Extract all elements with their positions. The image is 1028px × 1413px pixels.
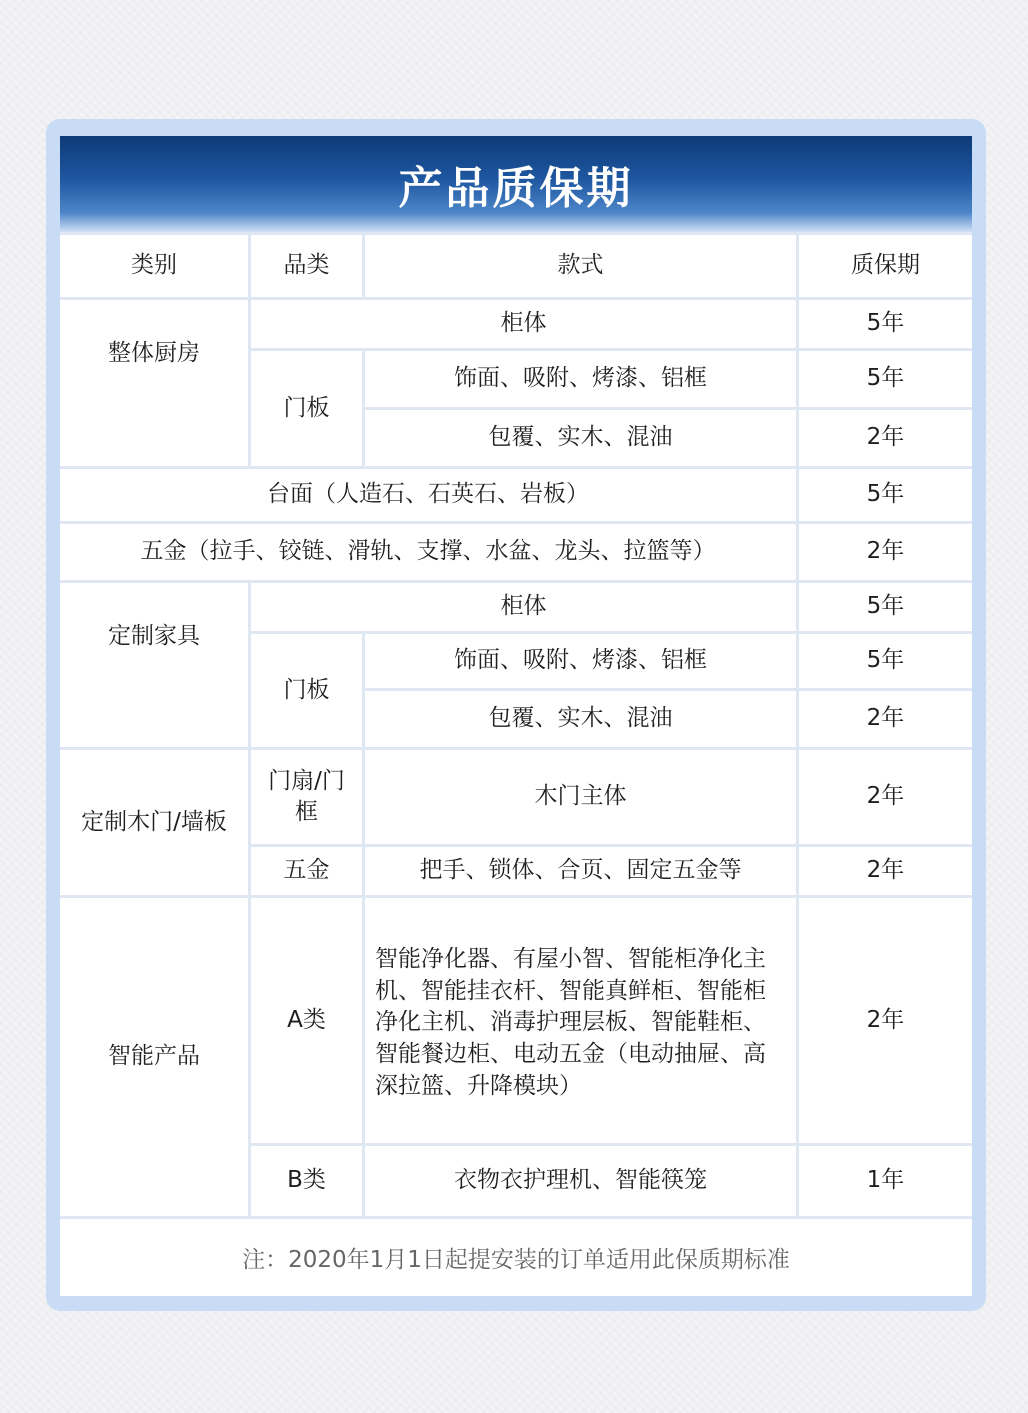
- furniture-cabinet-style: 柜体: [500, 593, 547, 620]
- furniture-door-style-2: 包覆、实木、混油: [488, 705, 673, 732]
- kitchen-door-warranty-1: 5年: [866, 365, 905, 392]
- furniture-door-warranty-1: 5年: [866, 647, 905, 674]
- countertop-warranty: 5年: [866, 481, 905, 508]
- furniture-cabinet-warranty: 5年: [866, 593, 905, 620]
- kitchen-door-style-2: 包覆、实木、混油: [488, 424, 673, 451]
- furniture-category: 定制家具: [108, 623, 200, 650]
- kitchen-door-type: 门板: [283, 394, 330, 421]
- smart-a-type: A类: [287, 1006, 326, 1033]
- smart-b-warranty: 1年: [866, 1167, 905, 1194]
- smart-category: 智能产品: [108, 1043, 200, 1070]
- warranty-card: [60, 136, 972, 1296]
- page-title: 产品质保期: [398, 163, 634, 214]
- header-style: 款式: [557, 252, 604, 279]
- wood-door-hardware-type: 五金: [283, 857, 330, 884]
- furniture-door-style-1: 饰面、吸附、烤漆、铝框: [454, 647, 707, 674]
- smart-a-style: 智能净化器、有屋小智、智能柜净化主机、智能挂衣杆、智能真鲜柜、智能柜净化主机、消毒护理层板、智能鞋柜、智能餐边柜、电动五金（电动抽屉、高深拉篮、升降模块）: [375, 946, 766, 1099]
- smart-a-warranty: 2年: [866, 1006, 905, 1033]
- header-warranty: 质保期: [851, 252, 920, 279]
- kitchen-door-style-1: 饰面、吸附、烤漆、铝框: [454, 365, 707, 392]
- furniture-door-warranty-2: 2年: [866, 705, 905, 732]
- title-banner: [60, 136, 972, 232]
- wood-door-hardware-warranty: 2年: [866, 857, 905, 884]
- wood-door-hardware-style: 把手、锁体、合页、固定五金等: [419, 857, 742, 884]
- furniture-door-type: 门板: [283, 676, 330, 703]
- kitchen-category: 整体厨房: [108, 340, 200, 367]
- smart-b-type: B类: [287, 1167, 326, 1194]
- kitchen-cabinet-style: 柜体: [500, 310, 547, 337]
- footnote: 注：2020年1月1日起提安装的订单适用此保质期标准: [242, 1247, 790, 1273]
- hardware-warranty: 2年: [866, 538, 905, 565]
- smart-b-style: 衣物衣护理机、智能筷笼: [454, 1167, 707, 1194]
- kitchen-cabinet-warranty: 5年: [866, 310, 905, 337]
- countertop-style: 台面（人造石、石英石、岩板）: [267, 481, 589, 508]
- header-category: 类别: [131, 252, 177, 279]
- kitchen-door-warranty-2: 2年: [866, 424, 905, 451]
- wood-door-leaf-type: 门扇/门框: [268, 767, 345, 825]
- wood-door-leaf-warranty: 2年: [866, 783, 905, 810]
- wood-door-category: 定制木门/墙板: [81, 808, 227, 835]
- hardware-style: 五金（拉手、铰链、滑轨、支撑、水盆、龙头、拉篮等）: [140, 538, 716, 565]
- wood-door-leaf-style: 木门主体: [534, 783, 627, 810]
- header-type: 品类: [283, 252, 330, 279]
